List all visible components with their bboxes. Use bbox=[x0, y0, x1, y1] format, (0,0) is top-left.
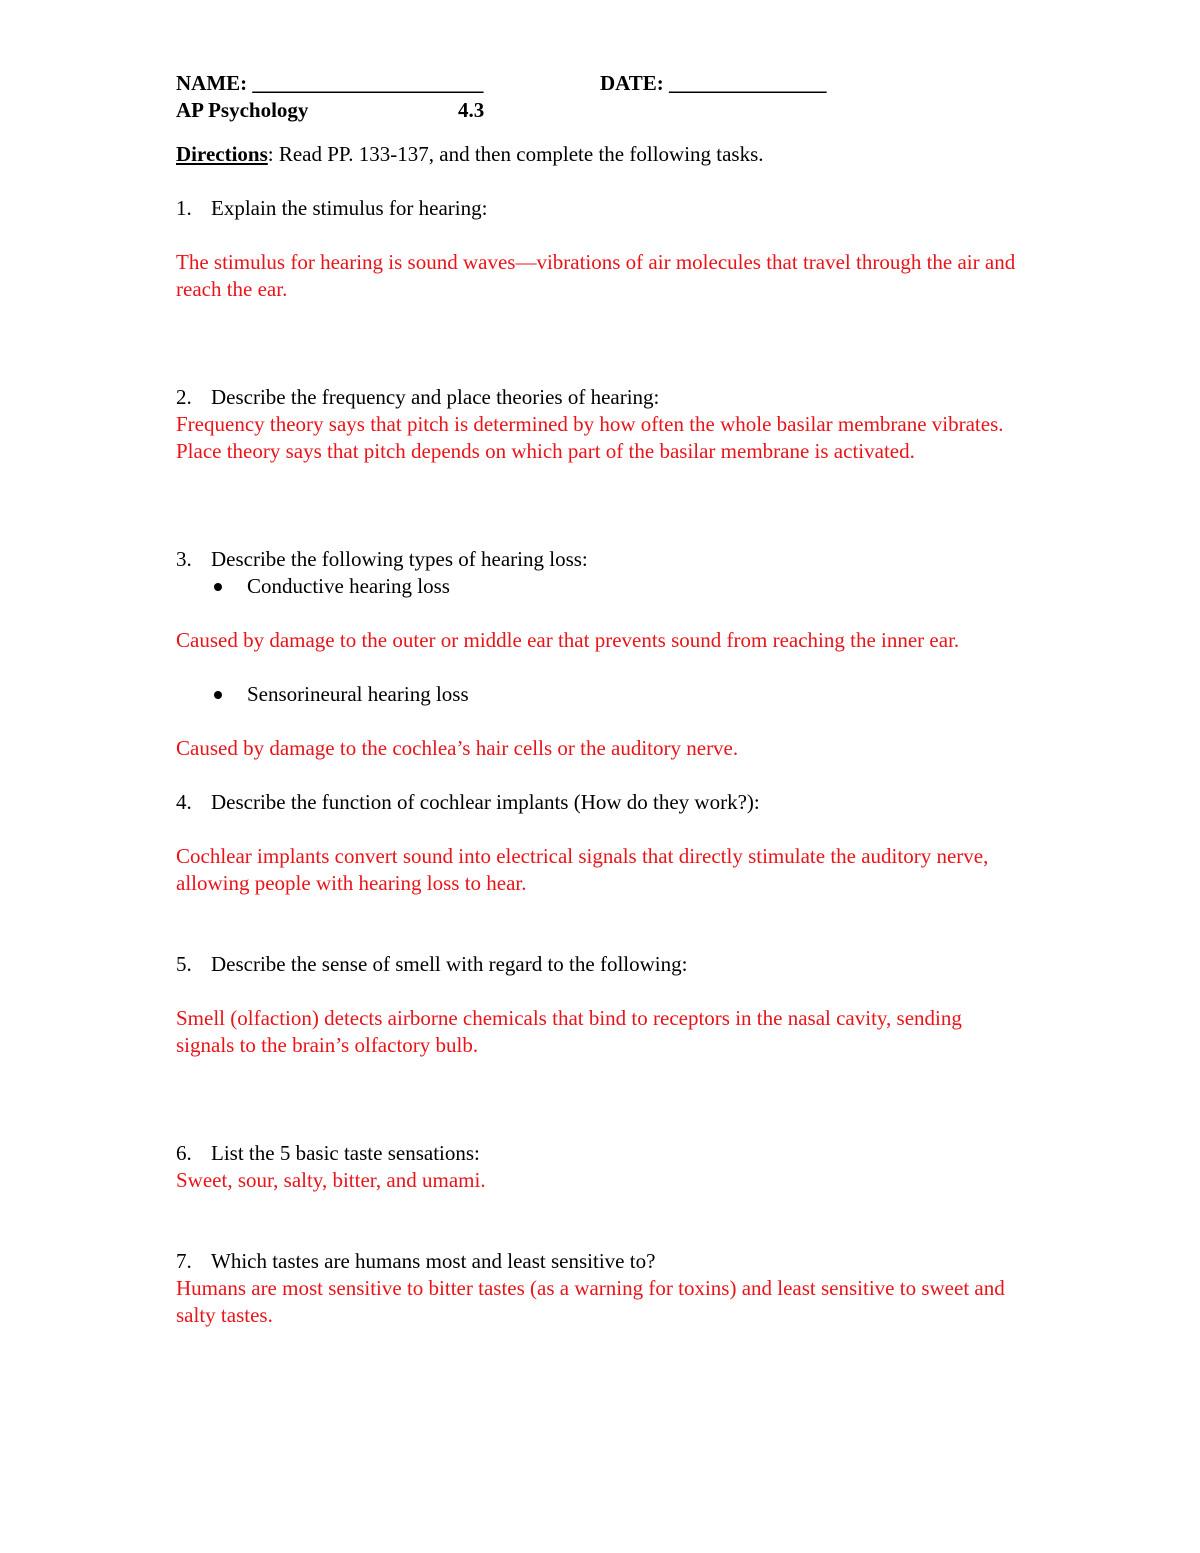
question-prompt: Describe the sense of smell with regard to the following: bbox=[211, 952, 688, 976]
header-course-row bbox=[176, 97, 1036, 124]
question-4 bbox=[176, 789, 1036, 816]
answer-7: Humans are most sensitive to bitter tastes (as a warning for toxins) and least sensitive to sweet and salty tastes. bbox=[176, 1276, 1005, 1327]
course-title: AP Psychology bbox=[176, 98, 309, 122]
question-5 bbox=[176, 951, 1036, 978]
question-6 bbox=[176, 1140, 1036, 1167]
question-number: 1. bbox=[176, 196, 192, 220]
bullet-dot-icon bbox=[214, 583, 222, 591]
question-number: 4. bbox=[176, 790, 192, 814]
question-number: 3. bbox=[176, 547, 192, 571]
bullet-sensorineural bbox=[176, 681, 1036, 708]
answer-6: Sweet, sour, salty, bitter, and umami. bbox=[176, 1168, 486, 1192]
question-2 bbox=[176, 384, 1036, 411]
answer-3a: Caused by damage to the outer or middle ear that prevents sound from reaching the inner ear. bbox=[176, 628, 960, 652]
directions-lead: Directions bbox=[176, 142, 268, 166]
question-7 bbox=[176, 1248, 1036, 1275]
name-field-label: NAME: ______________________ bbox=[176, 71, 484, 95]
question-prompt: Explain the stimulus for hearing: bbox=[211, 196, 488, 220]
directions-text: : Read PP. 133-137, and then complete the following tasks. bbox=[267, 142, 764, 166]
question-prompt: Describe the frequency and place theories of hearing: bbox=[211, 385, 660, 409]
answer-5: Smell (olfaction) detects airborne chemicals that bind to receptors in the nasal cavity, sending signals to the brain’s olfactory bulb. bbox=[176, 1006, 962, 1057]
answer-3b: Caused by damage to the cochlea’s hair cells or the auditory nerve. bbox=[176, 736, 739, 760]
bullet-label: Sensorineural hearing loss bbox=[247, 682, 469, 706]
answer-4: Cochlear implants convert sound into electrical signals that directly stimulate the auditory nerve, allowing people with hearing loss to hear. bbox=[176, 844, 989, 895]
bullet-dot-icon bbox=[214, 691, 222, 699]
section-number: 4.3 bbox=[458, 98, 485, 122]
question-3 bbox=[176, 546, 1036, 573]
answer-2: Frequency theory says that pitch is determined by how often the whole basilar membrane vibrates. Place theory says that pitch depends on which part of the basilar membrane is activated. bbox=[176, 412, 1004, 463]
question-number: 5. bbox=[176, 952, 192, 976]
header-name-row bbox=[176, 70, 1036, 97]
question-prompt: Describe the function of cochlear implants (How do they work?): bbox=[211, 790, 760, 814]
worksheet-page bbox=[176, 70, 1036, 1329]
date-field-label: DATE: _______________ bbox=[600, 71, 827, 95]
question-number: 7. bbox=[176, 1249, 192, 1273]
bullet-label: Conductive hearing loss bbox=[247, 574, 450, 598]
question-prompt: Describe the following types of hearing loss: bbox=[211, 547, 588, 571]
directions bbox=[176, 141, 1036, 168]
question-prompt: Which tastes are humans most and least sensitive to? bbox=[211, 1249, 656, 1273]
bullet-conductive bbox=[176, 573, 1036, 600]
question-prompt: List the 5 basic taste sensations: bbox=[211, 1141, 480, 1165]
question-number: 2. bbox=[176, 385, 192, 409]
question-number: 6. bbox=[176, 1141, 192, 1165]
answer-1: The stimulus for hearing is sound waves—vibrations of air molecules that travel through the air and reach the ear. bbox=[176, 250, 1016, 301]
question-1 bbox=[176, 195, 1036, 222]
